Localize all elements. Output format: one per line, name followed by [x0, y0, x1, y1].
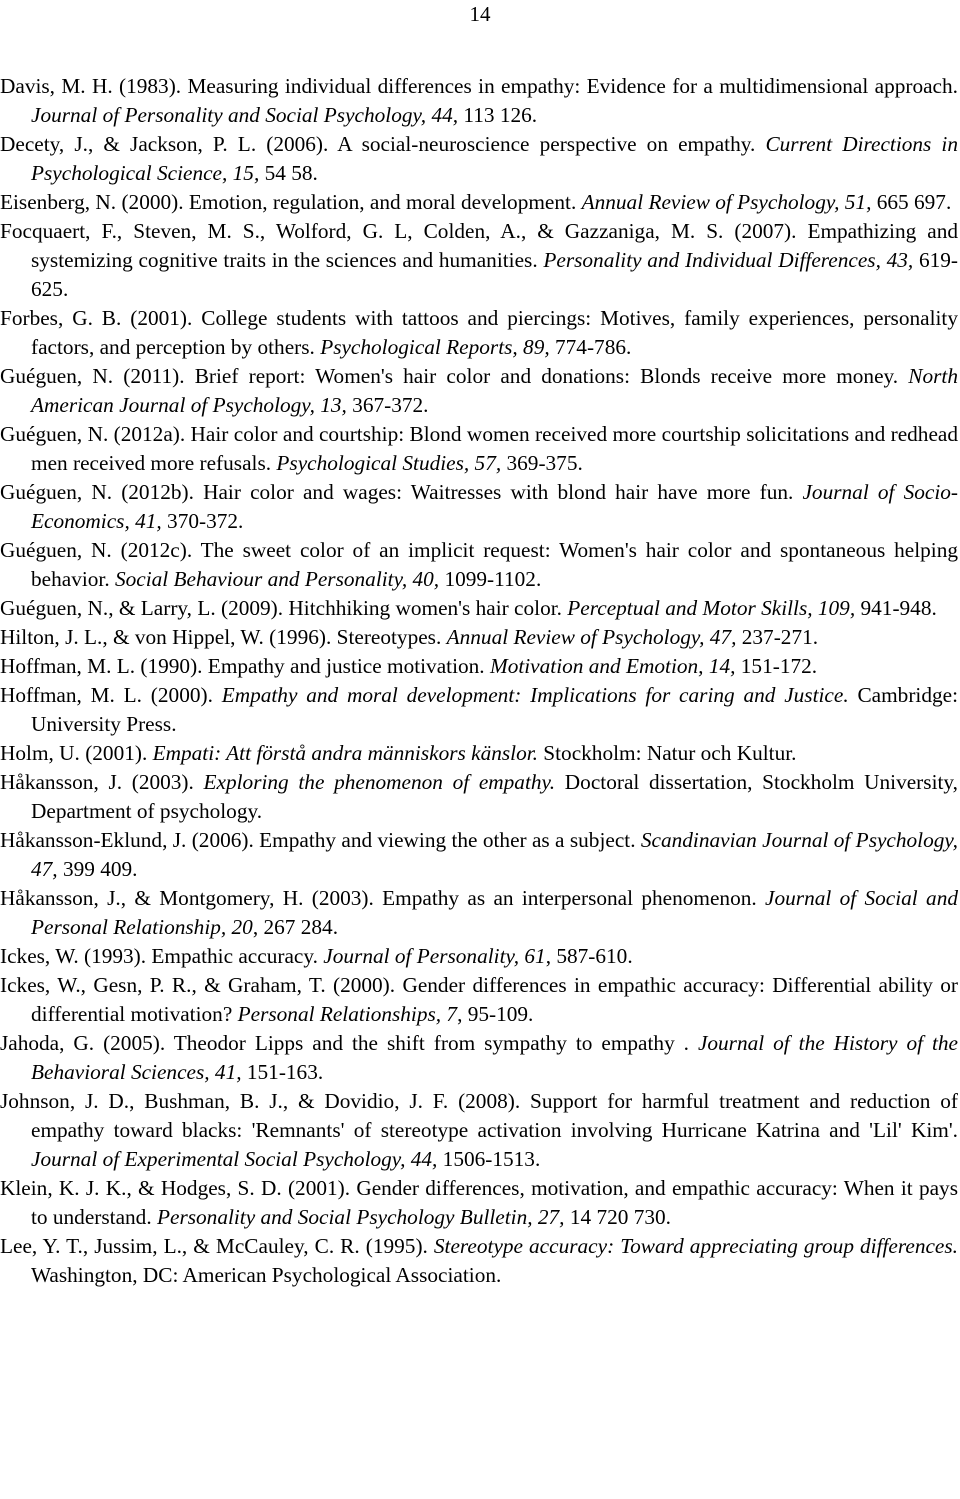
reference-text: 237-271.	[736, 625, 819, 649]
reference-source: Annual Review of Psychology, 47,	[446, 625, 737, 649]
reference-source: Motivation and Emotion, 14,	[489, 654, 736, 678]
reference-text: 619-625.	[31, 248, 958, 301]
reference-source: Empati: Att förstå andra människors känslor.	[152, 741, 538, 765]
reference-source: Personality and Individual Differences, 43,	[543, 248, 914, 272]
reference-text: Ickes, W., Gesn, P. R., & Graham, T. (2000). Gender differences in empathic accuracy: Differential ability or differential motivation?	[0, 973, 958, 1026]
reference-text: Forbes, G. B. (2001). College students with tattoos and piercings: Motives, family experiences, personality factors, and perception by others.	[0, 306, 958, 359]
reference-text: Hilton, J. L., & von Hippel, W. (1996). Stereotypes.	[0, 625, 447, 649]
reference-entry	[0, 942, 958, 971]
reference-entry	[0, 1232, 958, 1290]
reference-entry	[0, 188, 958, 217]
reference-source: Exploring the phenomenon of empathy.	[203, 770, 556, 794]
reference-source: Psychological Reports, 89,	[320, 335, 550, 359]
reference-text: 399 409.	[57, 857, 138, 881]
reference-source: Journal of the History of the Behavioral Sciences, 41,	[31, 1031, 958, 1084]
reference-source: North American Journal of Psychology, 13,	[31, 364, 958, 417]
reference-text: Håkansson, J., & Montgomery, H. (2003). Empathy as an interpersonal phenomenon.	[0, 886, 766, 910]
reference-text: Guéguen, N. (2011). Brief report: Women's hair color and donations: Blonds receive more money.	[0, 364, 909, 388]
reference-text: 774-786.	[549, 335, 632, 359]
reference-entry	[0, 739, 958, 768]
reference-source: Personality and Social Psychology Bulletin, 27,	[156, 1205, 565, 1229]
reference-text: 151-172.	[735, 654, 818, 678]
reference-text: , 587-610.	[545, 944, 633, 968]
reference-entry	[0, 884, 958, 942]
reference-source: Journal of Experimental Social Psychology, 44,	[31, 1147, 438, 1171]
reference-source: Scandinavian Journal of Psychology, 47,	[31, 828, 958, 881]
reference-text: Hoffman, M. L. (2000).	[0, 683, 222, 707]
reference-entry	[0, 1029, 958, 1087]
reference-text: Guéguen, N. (2012a). Hair color and courtship: Blond women received more courtship solicitations and redhead men received more refusals.	[0, 422, 958, 475]
reference-text: 1099-1102.	[439, 567, 542, 591]
reference-entry	[0, 594, 958, 623]
reference-text: 151-163.	[241, 1060, 324, 1084]
reference-list	[0, 72, 958, 1290]
reference-entry	[0, 1087, 958, 1174]
reference-text: 367-372.	[346, 393, 429, 417]
reference-source: Journal of Personality, 61	[323, 944, 546, 968]
reference-source: Personal Relationships, 7	[237, 1002, 458, 1026]
reference-text: 1506-1513.	[437, 1147, 541, 1171]
reference-source: Empathy and moral development: Implications for caring and Justice.	[221, 683, 849, 707]
reference-entry	[0, 652, 958, 681]
reference-source: Perceptual and Motor Skills, 109,	[567, 596, 856, 620]
reference-entry	[0, 768, 958, 826]
reference-text: Hoffman, M. L. (1990). Empathy and justice motivation.	[0, 654, 490, 678]
reference-text: 665 697.	[871, 190, 952, 214]
reference-text: Jahoda, G. (2005). Theodor Lipps and the shift from sympathy to empathy .	[0, 1031, 698, 1055]
reference-entry	[0, 826, 958, 884]
reference-entry	[0, 1174, 958, 1232]
reference-text: , 267 284.	[252, 915, 339, 939]
reference-text: 369-375.	[501, 451, 583, 475]
reference-entry	[0, 681, 958, 739]
reference-text: Guéguen, N., & Larry, L. (2009). Hitchhiking women's hair color.	[0, 596, 568, 620]
reference-source: Journal of Social and Personal Relationship, 20	[31, 886, 958, 939]
reference-source: Current Directions in Psychological Science, 15,	[31, 132, 958, 185]
reference-text: Doctoral dissertation, Stockholm University, Department of psychology.	[31, 770, 958, 823]
reference-source: Annual Review of Psychology, 51,	[581, 190, 872, 214]
reference-text: Håkansson-Eklund, J. (2006). Empathy and viewing the other as a subject.	[0, 828, 641, 852]
reference-entry	[0, 623, 958, 652]
reference-text: Johnson, J. D., Bushman, B. J., & Dovidio, J. F. (2008). Support for harmful treatment and reduction of empathy toward blacks: 'Remnants' of stereotype activation involving Hurricane Katrina and 'Lil' Kim'.	[0, 1089, 958, 1142]
page-number: 14	[469, 2, 491, 26]
reference-text: 14 720 730.	[564, 1205, 671, 1229]
reference-entry	[0, 362, 958, 420]
reference-text: Ickes, W. (1993). Empathic accuracy.	[0, 944, 324, 968]
reference-text: Guéguen, N. (2012b). Hair color and wages: Waitresses with blond hair have more fun.	[0, 480, 803, 504]
reference-entry	[0, 478, 958, 536]
reference-text: 941-948.	[855, 596, 937, 620]
reference-text: Lee, Y. T., Jussim, L., & McCauley, C. R. (1995).	[0, 1234, 434, 1258]
reference-entry	[0, 971, 958, 1029]
reference-text: Stockholm: Natur och Kultur.	[537, 741, 797, 765]
reference-source: Journal of Socio-Economics, 41,	[31, 480, 958, 533]
reference-source: Stereotype accuracy: Toward appreciating group differences.	[433, 1234, 958, 1258]
reference-source: Psychological Studies, 57,	[276, 451, 502, 475]
reference-source: Social Behaviour and Personality, 40,	[114, 567, 440, 591]
reference-text: 113 126.	[458, 103, 538, 127]
reference-entry	[0, 420, 958, 478]
reference-text: Klein, K. J. K., & Hodges, S. D. (2001). Gender differences, motivation, and empathic accuracy: When it pays to understand.	[0, 1176, 958, 1229]
reference-text: Cambridge: University Press.	[31, 683, 958, 736]
reference-entry	[0, 536, 958, 594]
reference-text: Washington, DC: American Psychological Association.	[31, 1263, 502, 1287]
reference-text: 54 58.	[259, 161, 318, 185]
reference-text: Eisenberg, N. (2000). Emotion, regulation, and moral development.	[0, 190, 582, 214]
reference-text: Focquaert, F., Steven, M. S., Wolford, G. L, Colden, A., & Gazzaniga, M. S. (2007). Empathizing and systemizing cognitive traits in the sciences and humanities.	[0, 219, 958, 272]
reference-entry	[0, 72, 958, 130]
reference-text: Decety, J., & Jackson, P. L. (2006). A social-neuroscience perspective on empathy.	[0, 132, 766, 156]
reference-text: , 95-109.	[457, 1002, 534, 1026]
reference-text: Holm, U. (2001).	[0, 741, 153, 765]
reference-text: Håkansson, J. (2003).	[0, 770, 204, 794]
reference-entry	[0, 217, 958, 304]
reference-text: 370-372.	[161, 509, 244, 533]
reference-text: Guéguen, N. (2012c). The sweet color of an implicit request: Women's hair color and spontaneous helping behavior.	[0, 538, 958, 591]
reference-entry	[0, 304, 958, 362]
reference-source: Journal of Personality and Social Psychology, 44,	[31, 103, 459, 127]
reference-entry	[0, 130, 958, 188]
reference-text: Davis, M. H. (1983). Measuring individual differences in empathy: Evidence for a multidimensional approach.	[0, 74, 958, 98]
